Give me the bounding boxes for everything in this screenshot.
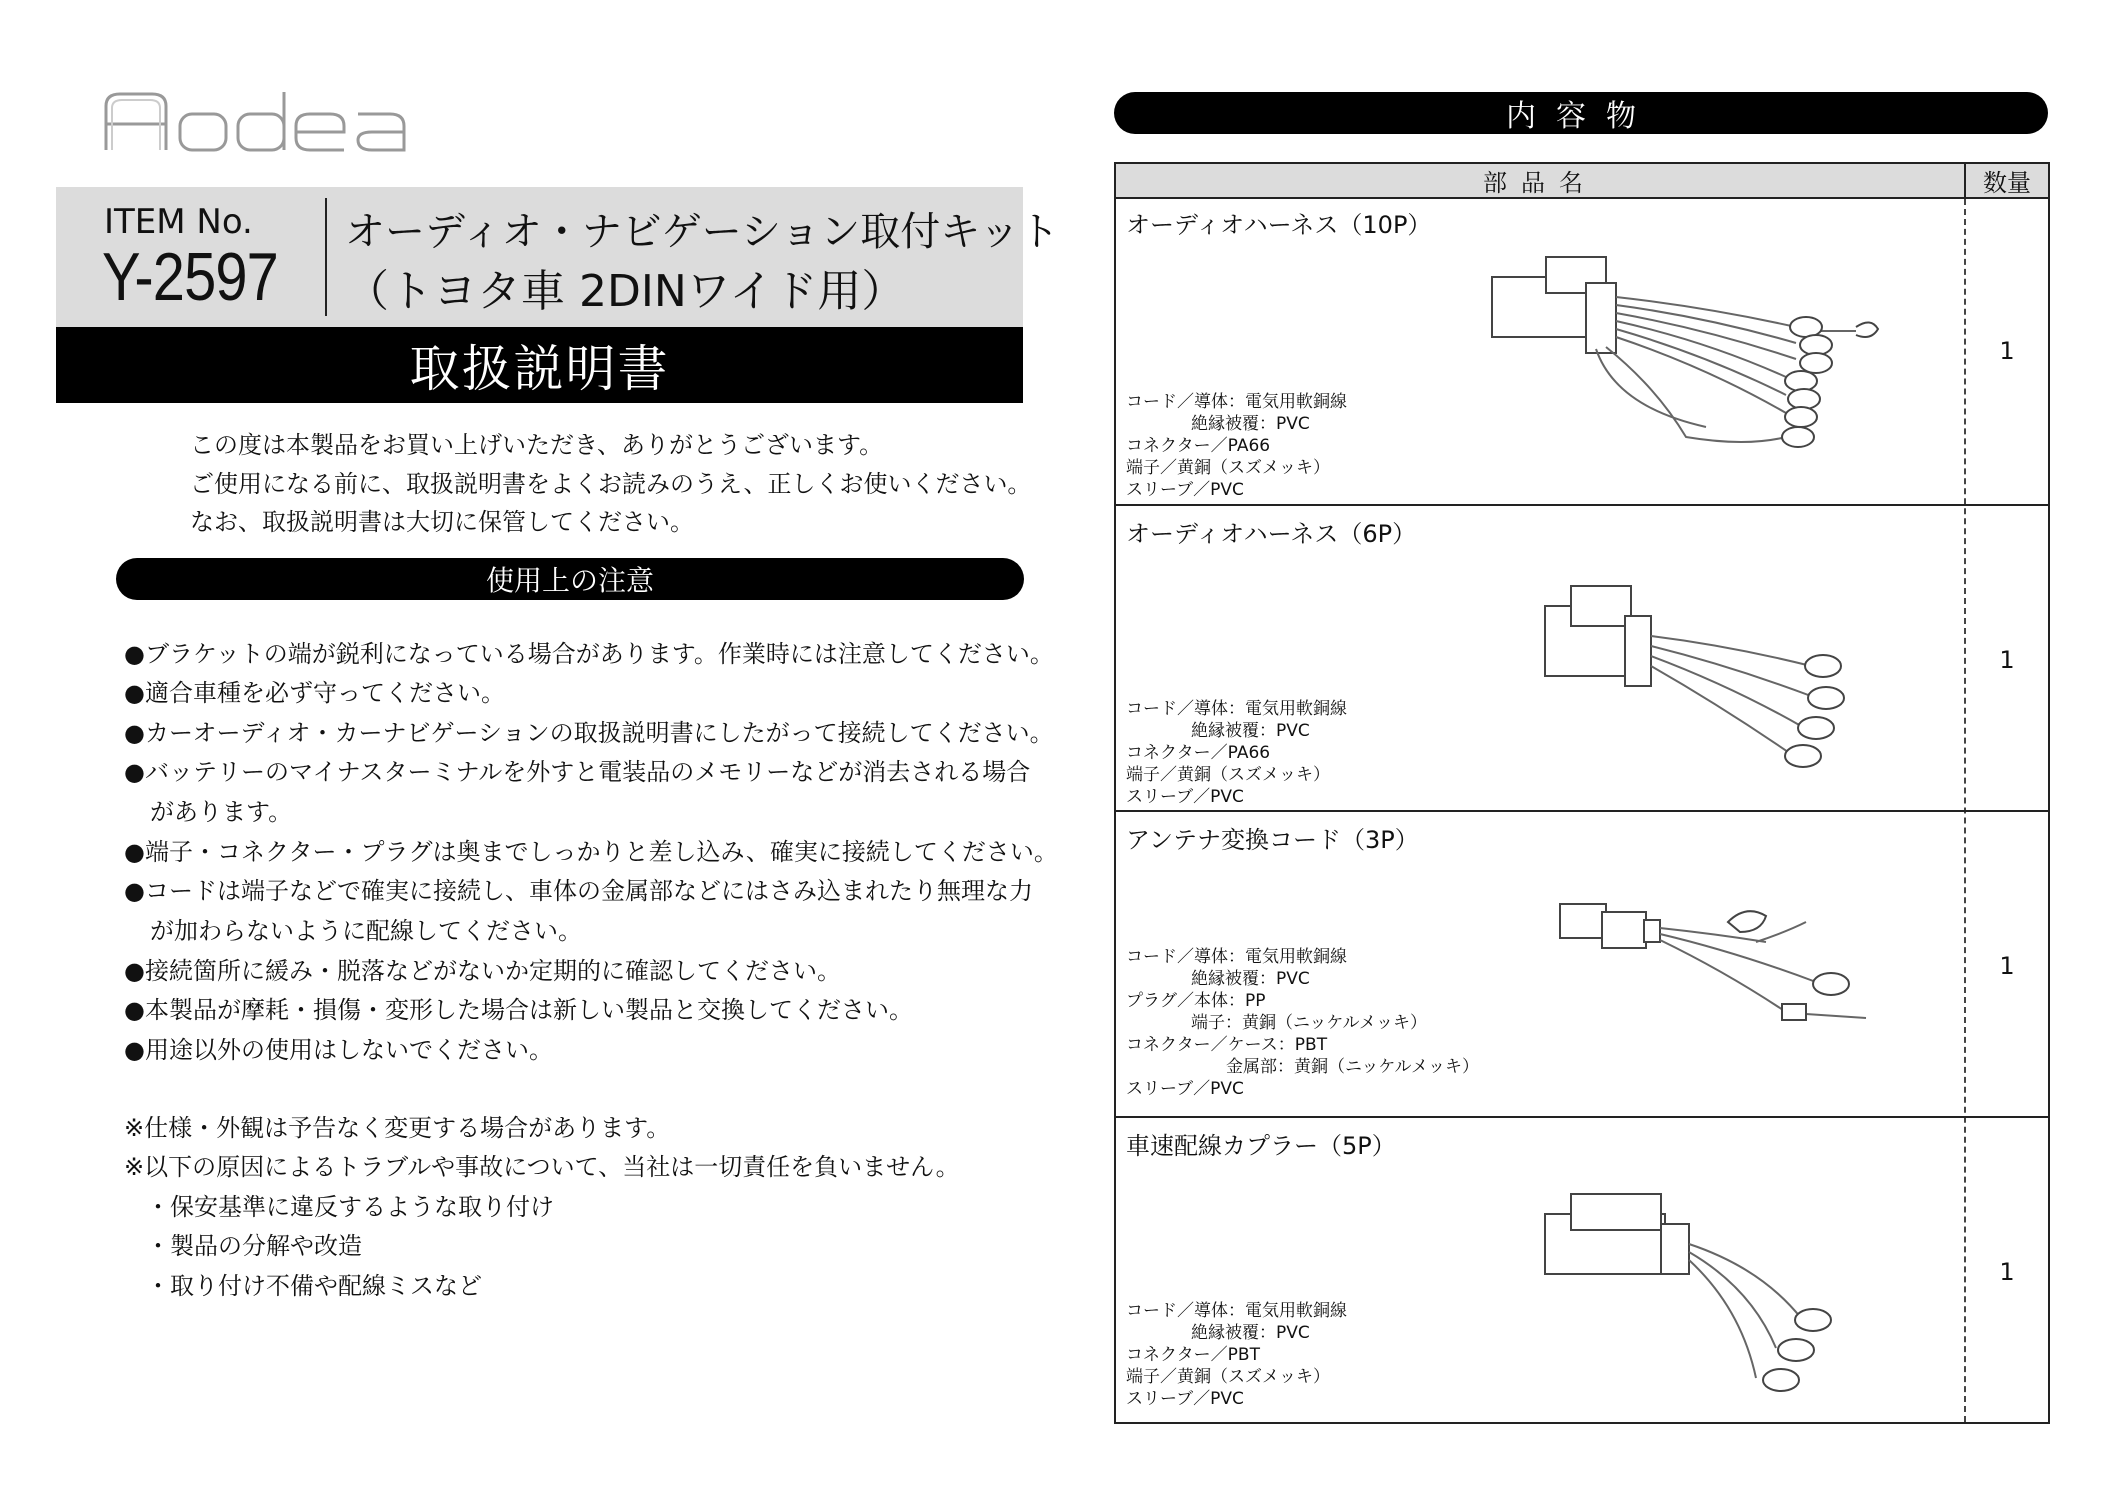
part-name: 車速配線カプラー（5P）: [1126, 1132, 1396, 1160]
manual-title-bar: [56, 327, 1023, 403]
manual-title: 取扱説明書: [409, 340, 670, 398]
caution-item-continued: があります。: [150, 798, 293, 826]
part-qty: 1: [1999, 337, 2015, 365]
part-spec: 端子／黄銅（スズメッキ）: [1126, 458, 1330, 478]
part-spec: スリーブ／PVC: [1126, 480, 1244, 500]
caution-item: ●端子・コネクター・プラグは奥までしっかりと差し込み、確実に接続してください。: [124, 838, 1058, 866]
part-name: アンテナ変換コード（3P）: [1126, 826, 1419, 854]
part-spec: 絶縁被覆：PVC: [1191, 969, 1310, 989]
caution-item: ●コードは端子などで確実に接続し、車体の金属部などにはさみ込まれたり無理な力: [124, 877, 1033, 905]
contents-heading: 内容物: [1506, 99, 1656, 134]
speed-coupler-illustration: [1541, 1188, 1861, 1408]
part-spec: コード／導体：電気用軟銅線: [1126, 699, 1347, 719]
intro-line: この度は本製品をお買い上げいただき、ありがとうございます。: [190, 431, 884, 459]
part-spec: 絶縁被覆：PVC: [1191, 414, 1310, 434]
part-spec: コード／導体：電気用軟銅線: [1126, 947, 1347, 967]
note-line: ※仕様・外観は予告なく変更する場合があります。: [124, 1114, 671, 1142]
caution-item: ●用途以外の使用はしないでください。: [124, 1036, 553, 1064]
part-name: オーディオハーネス（6P）: [1126, 520, 1417, 548]
column-header-name: 部品名: [1116, 164, 1966, 197]
aodea-logo: [100, 88, 410, 154]
part-spec: スリーブ／PVC: [1126, 1079, 1244, 1099]
part-qty: 1: [1999, 1258, 2015, 1286]
table-row: [1116, 197, 2048, 504]
note-line: ※以下の原因によるトラブルや事故について、当社は一切責任を負いません。: [124, 1153, 960, 1181]
part-spec: 絶縁被覆：PVC: [1191, 721, 1310, 741]
part-spec: 端子／黄銅（スズメッキ）: [1126, 1367, 1330, 1387]
note-sub-line: ・取り付け不備や配線ミスなど: [146, 1272, 482, 1300]
caution-item-continued: が加わらないように配線してください。: [150, 917, 582, 945]
table-header: [1116, 164, 2048, 199]
table-row: [1116, 810, 2048, 1118]
table-row: [1116, 504, 2048, 812]
product-title-line1: オーディオ・ナビゲーション取付キット: [345, 209, 1060, 255]
part-spec: スリーブ／PVC: [1126, 1389, 1244, 1409]
caution-heading-bar: [116, 558, 1024, 600]
part-spec: コード／導体：電気用軟銅線: [1126, 1301, 1347, 1321]
part-name: オーディオハーネス（10P）: [1126, 211, 1432, 239]
part-spec: コネクター／PA66: [1126, 743, 1271, 763]
antenna-cord-illustration: [1556, 892, 1896, 1032]
item-number: Y-2597: [102, 239, 278, 315]
item-number-label: ITEM No.: [104, 202, 253, 242]
item-header-divider: [325, 198, 327, 316]
part-spec: コード／導体：電気用軟銅線: [1126, 392, 1347, 412]
caution-item: ●適合車種を必ず守ってください。: [124, 679, 505, 707]
part-qty: 1: [1999, 646, 2015, 674]
part-spec: コネクター／PBT: [1126, 1345, 1260, 1365]
part-spec: 絶縁被覆：PVC: [1191, 1323, 1310, 1343]
caution-item: ●接続箇所に緩み・脱落などがないか定期的に確認してください。: [124, 957, 841, 985]
part-spec: スリーブ／PVC: [1126, 787, 1244, 807]
part-spec: プラグ／本体：PP: [1126, 991, 1266, 1011]
caution-item: ●カーオーディオ・カーナビゲーションの取扱説明書にしたがって接続してください。: [124, 719, 1054, 747]
caution-item: ●ブラケットの端が鋭利になっている場合があります。作業時には注意してください。: [124, 640, 1054, 668]
harness-6p-illustration: [1541, 576, 1861, 776]
contents-heading-bar: [1114, 92, 2048, 134]
caution-item: ●本製品が摩耗・損傷・変形した場合は新しい製品と交換してください。: [124, 996, 913, 1024]
table-row: [1116, 1116, 2048, 1424]
contents-table: [1114, 162, 2050, 1424]
harness-10p-illustration: [1486, 237, 1906, 457]
intro-line: なお、取扱説明書は大切に保管してください。: [190, 508, 694, 536]
part-spec: 金属部：黄銅（ニッケルメッキ）: [1226, 1057, 1479, 1077]
part-spec: 端子：黄銅（ニッケルメッキ）: [1191, 1013, 1427, 1033]
note-sub-line: ・保安基準に違反するような取り付け: [146, 1193, 554, 1221]
part-spec: コネクター／ケース：PBT: [1126, 1035, 1328, 1055]
note-sub-line: ・製品の分解や改造: [146, 1232, 362, 1260]
caution-heading: 使用上の注意: [485, 564, 654, 597]
product-title-line2: （トヨタ車 2DINワイド用）: [345, 266, 906, 317]
caution-item: ●バッテリーのマイナスターミナルを外すと電装品のメモリーなどが消去される場合: [124, 758, 1031, 786]
part-spec: 端子／黄銅（スズメッキ）: [1126, 765, 1330, 785]
column-header-qty: 数量: [1983, 169, 2031, 197]
part-qty: 1: [1999, 952, 2015, 980]
part-spec: コネクター／PA66: [1126, 436, 1271, 456]
intro-line: ご使用になる前に、取扱説明書をよくお読みのうえ、正しくお使いください。: [190, 470, 1032, 498]
